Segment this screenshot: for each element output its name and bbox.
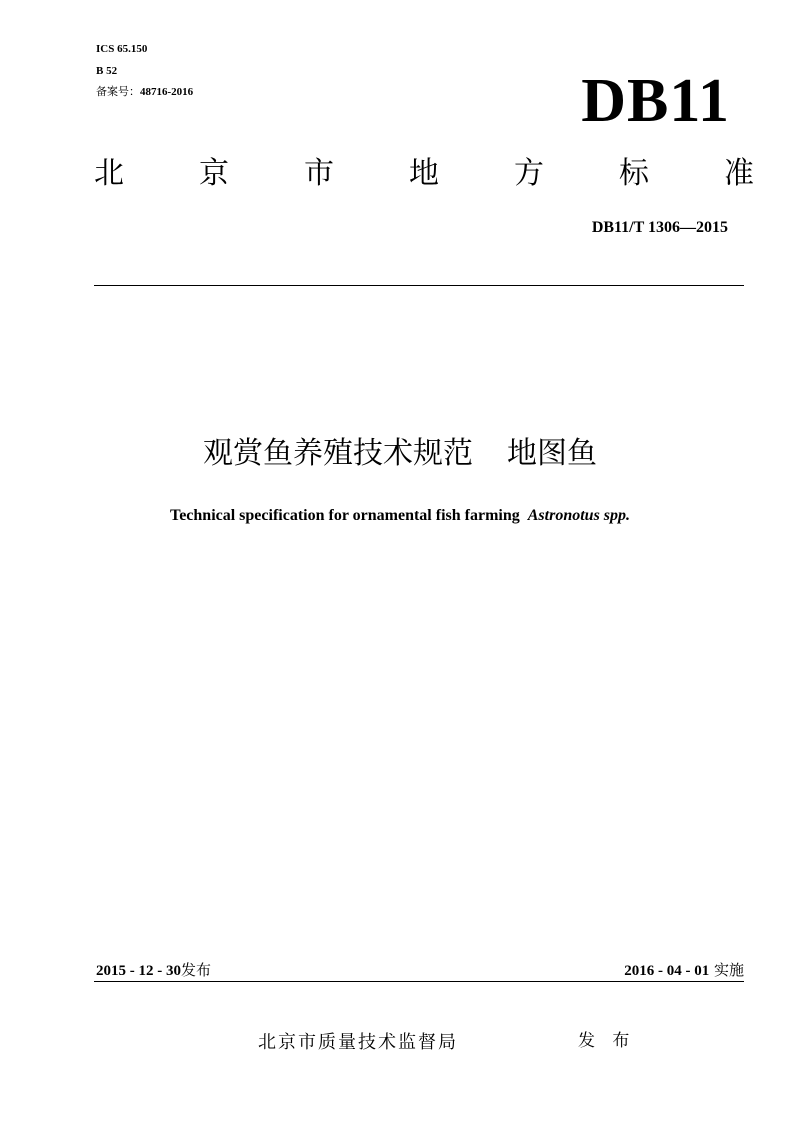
title-chinese-main: 观赏鱼养殖技术规范 — [203, 436, 473, 471]
implement-label: 实施 — [713, 961, 744, 979]
record-label: 备案号： — [96, 85, 140, 98]
implement-date-line — [450, 959, 744, 982]
title-chinese-sub: 地图鱼 — [507, 436, 597, 471]
standard-level-char: 准 — [724, 156, 754, 191]
standard-level-char: 方 — [514, 156, 544, 191]
standard-level-heading — [94, 152, 754, 196]
publish-label: 发布 — [181, 961, 212, 979]
issuing-action: 发 布 — [578, 1031, 636, 1051]
standard-number: DB11/T 1306—2015 — [591, 219, 728, 236]
title-english — [0, 505, 800, 527]
record-number-line — [96, 85, 193, 99]
title-chinese — [0, 432, 800, 476]
date-divider — [94, 981, 744, 982]
db-code: DB11 — [581, 67, 730, 135]
standard-level-char: 北 — [94, 156, 124, 191]
publish-date-line — [96, 959, 211, 982]
ics-code: ICS 65.150 — [96, 43, 148, 55]
title-english-main: Technical specification for ornamental fish farming — [169, 507, 520, 524]
standard-level-char: 京 — [199, 156, 229, 191]
record-number: 48716-2016 — [140, 86, 194, 98]
standard-level-char: 地 — [409, 156, 439, 191]
header-divider — [94, 285, 744, 286]
publish-date: 2015 - 12 - 30 — [96, 963, 181, 979]
standard-level-char: 标 — [619, 156, 649, 191]
implement-date: 2016 - 04 - 01 — [624, 963, 710, 979]
issuing-authority: 北京市质量技术监督局 — [258, 1032, 458, 1053]
classification-code: B 52 — [96, 65, 118, 77]
title-english-latin: Astronotus spp. — [527, 507, 631, 524]
standard-level-char: 市 — [304, 156, 334, 191]
